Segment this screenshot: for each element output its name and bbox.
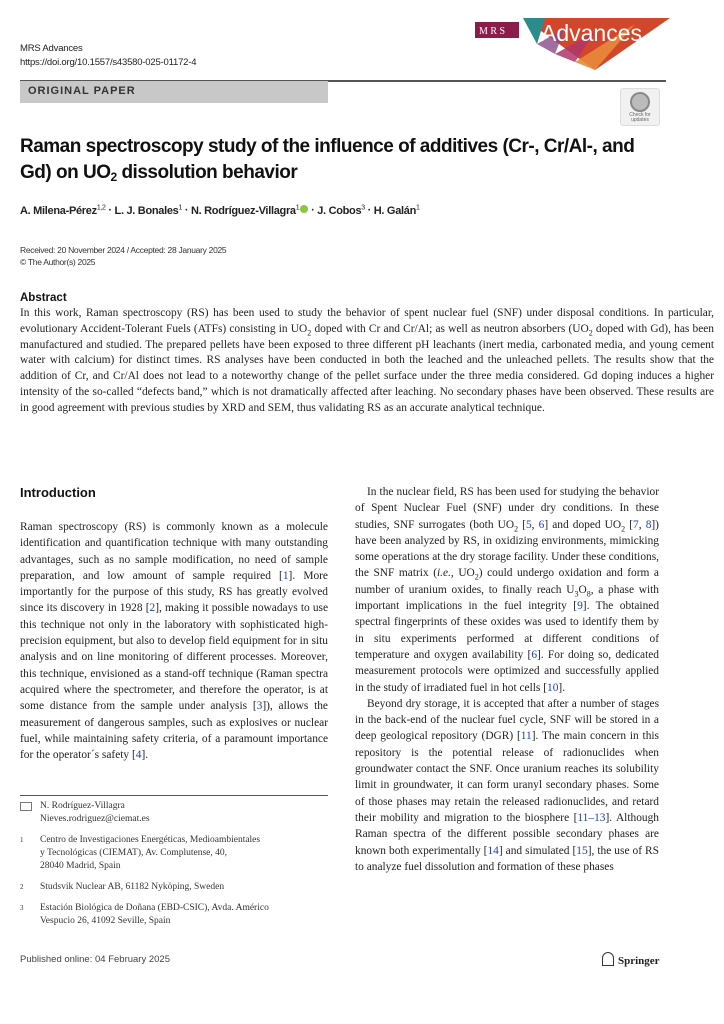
citation-link[interactable]: 7 [633,518,639,531]
intro-right-column [355,484,659,875]
citation-link[interactable]: 10 [547,681,559,694]
title-subscript: 2 [110,170,117,184]
article-type: ORIGINAL PAPER [28,85,136,97]
citation-link[interactable]: 3 [256,700,263,713]
corresponding-author [20,800,330,826]
affiliation-3: 3 Estación Biológica de Doñana (EBD-CSIC), Avda. Américo Vespucio 26, 41092 Seville, Spain [20,903,269,926]
article-type-banner [20,81,328,103]
publisher-name: Springer [618,955,660,967]
envelope-icon [20,802,32,811]
received-accepted: Received: 20 November 2024 / Accepted: 28 January 2025 [20,245,227,255]
intro-paragraph-1: Raman spectroscopy (RS) is commonly known as a molecule identification and quantification technique with many outstanding advantages, such as no sample modification, no need of sample preparation, and low amount of sample required [1]. More importantly for the purpose of this study, RS has greatly evolved since its discovery in 1928 [2], making it possible nowadays to use this technique not only in the laboratory with sophisticated high-precision equipment, but also to develop field equipment for in situ analysis and on line monitoring of different processes. Moreover, this technique, envisioned as a stand-off technique (Raman spectra acquired where the spectrometer, and therefore the operator, is at some distance from the sample under analysis [3]), allows the measurement of dangerous samples, such as explosives or nuclear fuel, while maintaining safety criteria, of a paramount importance for the operator´s safety [4]. [20,521,329,762]
svg-text:Advances: Advances [541,20,643,46]
citation-link[interactable]: 8 [645,518,652,531]
author[interactable]: H. Galán$^1$ [373,204,420,217]
introduction-heading: Introduction [20,485,96,500]
author[interactable]: J. Cobos$^3$ [317,204,365,217]
logo-graphic [475,14,670,70]
springer-logo [602,952,660,967]
citation-link[interactable]: 4 [135,749,142,762]
citation-link[interactable]: 11–13 [577,811,606,824]
author[interactable]: L. J. Bonales$^1$ [114,204,183,217]
author-separator: · [364,204,374,217]
affiliation-1: 1 Centro de Investigaciones Energéticas, Medioambientales y Tecnológicas (CIEMAT), Av. Complutense, 40, 28040 Madrid, Spain [20,835,261,871]
springer-horse-icon [602,952,614,966]
author-list [20,204,420,217]
title-text-2: dissolution behavior [116,162,298,183]
citation-link[interactable]: 9 [577,600,583,613]
intro-left-column [20,519,328,763]
doi-link[interactable]: https://doi.org/10.1557/s43580-025-01172-4 [20,57,197,68]
corresponding-email[interactable]: Nieves.rodriguez@ciemat.es [40,814,150,824]
title-text-1: Raman spectroscopy study of the influence of additives (Cr-, Cr/Al-, and Gd) on UO [20,136,635,183]
intro-paragraph-3: Beyond dry storage, it is accepted that after a number of stages in the back-end of the nuclear fuel cycle, SNF will be stored in a deep geological repository (DGR) [11]. The main concern in this repository is the potential release of radionuclides when groundwater contact the SNF. Once uranium reaches its solubility limit in groundwater, it can form uranyl secondary phases. Some of those phases may retain the released radionuclides, and retard their mobility and migration to the biosphere [11–13]. Although Raman spectra of the different possible secondary phases are known both experimentally [14] and simulated [15], the use of RS to analyze fuel dissolution and formation of these phases [355,697,659,873]
article-dates [20,244,226,268]
check-for-updates-button[interactable] [620,88,660,126]
check-updates-line1: Check for [629,112,651,118]
citation-link[interactable]: 2 [149,602,156,615]
footnote-rule [20,795,328,796]
mrs-advances-logo [475,14,670,70]
svg-text:M R S: M R S [479,26,506,37]
author-separator: · [182,204,191,217]
published-online: Published online: 04 February 2025 [20,954,170,965]
citation-link[interactable]: 6 [538,518,545,531]
check-updates-line2: updates [631,117,649,123]
citation-link[interactable]: 5 [525,518,532,531]
abstract-text: In this work, Raman spectroscopy (RS) has been used to study the behavior of spent nuclear fuel (SNF) under disposal conditions. In particular, evolutionary Accident-Tolerant Fuels (ATFs) consisting in $UO_2$ doped with Cr and Cr/Al; as well as neutron absorbers ($UO_2$ doped with Gd), has been manufactured and studied. The prepared pellets have been exposed to three different pH leachants (inert media, carbonated media, and young cement water with calcium) for distinct times. RS analyses have been conducted in both the leached and the unleached pellets. The results show that the addition of Cr, and Cr/Al does not lead to a noteworthy change of the pellet surface under the three media considered. Gd doping induces a higher intensity of the so-called “defects band,” which is not dramatically affected after leaching. No secondary phases have been observed. These results are in good agreement with previous studies by XRD and SEM, thus validating RS as an accurate analytical technique. [20,307,715,414]
author-separator: · [308,204,318,217]
abstract-heading: Abstract [20,292,67,304]
citation-link[interactable]: 15 [576,844,588,857]
citation-link[interactable]: 14 [487,844,499,857]
author[interactable]: A. Milena-Pérez$^{1,2}$ [20,204,106,217]
journal-meta [20,42,196,70]
journal-name: MRS Advances [20,43,83,54]
intro-paragraph-2: In the nuclear field, RS has been used for studying the behavior of Spent Nuclear Fuel (SNF) under dry conditions. In these studies, SNF surrogates (both $UO_2$ [5, 6] and doped $UO_2$ [7, 8]) have been analyzed by RS, in oxidizing environments, mimicking some operations at the dry storage facility. Under these conditions, the SNF matrix (i.e., $UO_2$) could undergo oxidation and form a number of uranium oxides, to finally reach $U_3O_8$, a phase with important implications in the fuel integrity [9]. The obtained spectral fingerprints of these oxides was used to identify them by in situ experiments performed at different conditions of temperature and oxygen availability [6]. For doing so, dedicated measurement protocols were optimized and successfully applied in the study of irradiated fuel in hot cells [10]. [355,486,660,694]
copyright: © The Author(s) 2025 [20,257,96,267]
corresponding-name: N. Rodríguez-Villagra [40,801,125,811]
citation-link[interactable]: 11 [520,730,532,743]
author[interactable]: N. Rodríguez-Villagra$^1$ [191,205,308,217]
affiliation-2: 2 Studsvik Nuclear AB, 61182 Nyköping, Sweden [20,882,225,892]
citation-link[interactable]: 1 [282,569,289,582]
article-title [20,134,660,186]
author-separator: · [105,204,115,217]
footnotes [20,800,330,936]
check-updates-icon [630,92,650,112]
citation-link[interactable]: 6 [531,648,538,661]
